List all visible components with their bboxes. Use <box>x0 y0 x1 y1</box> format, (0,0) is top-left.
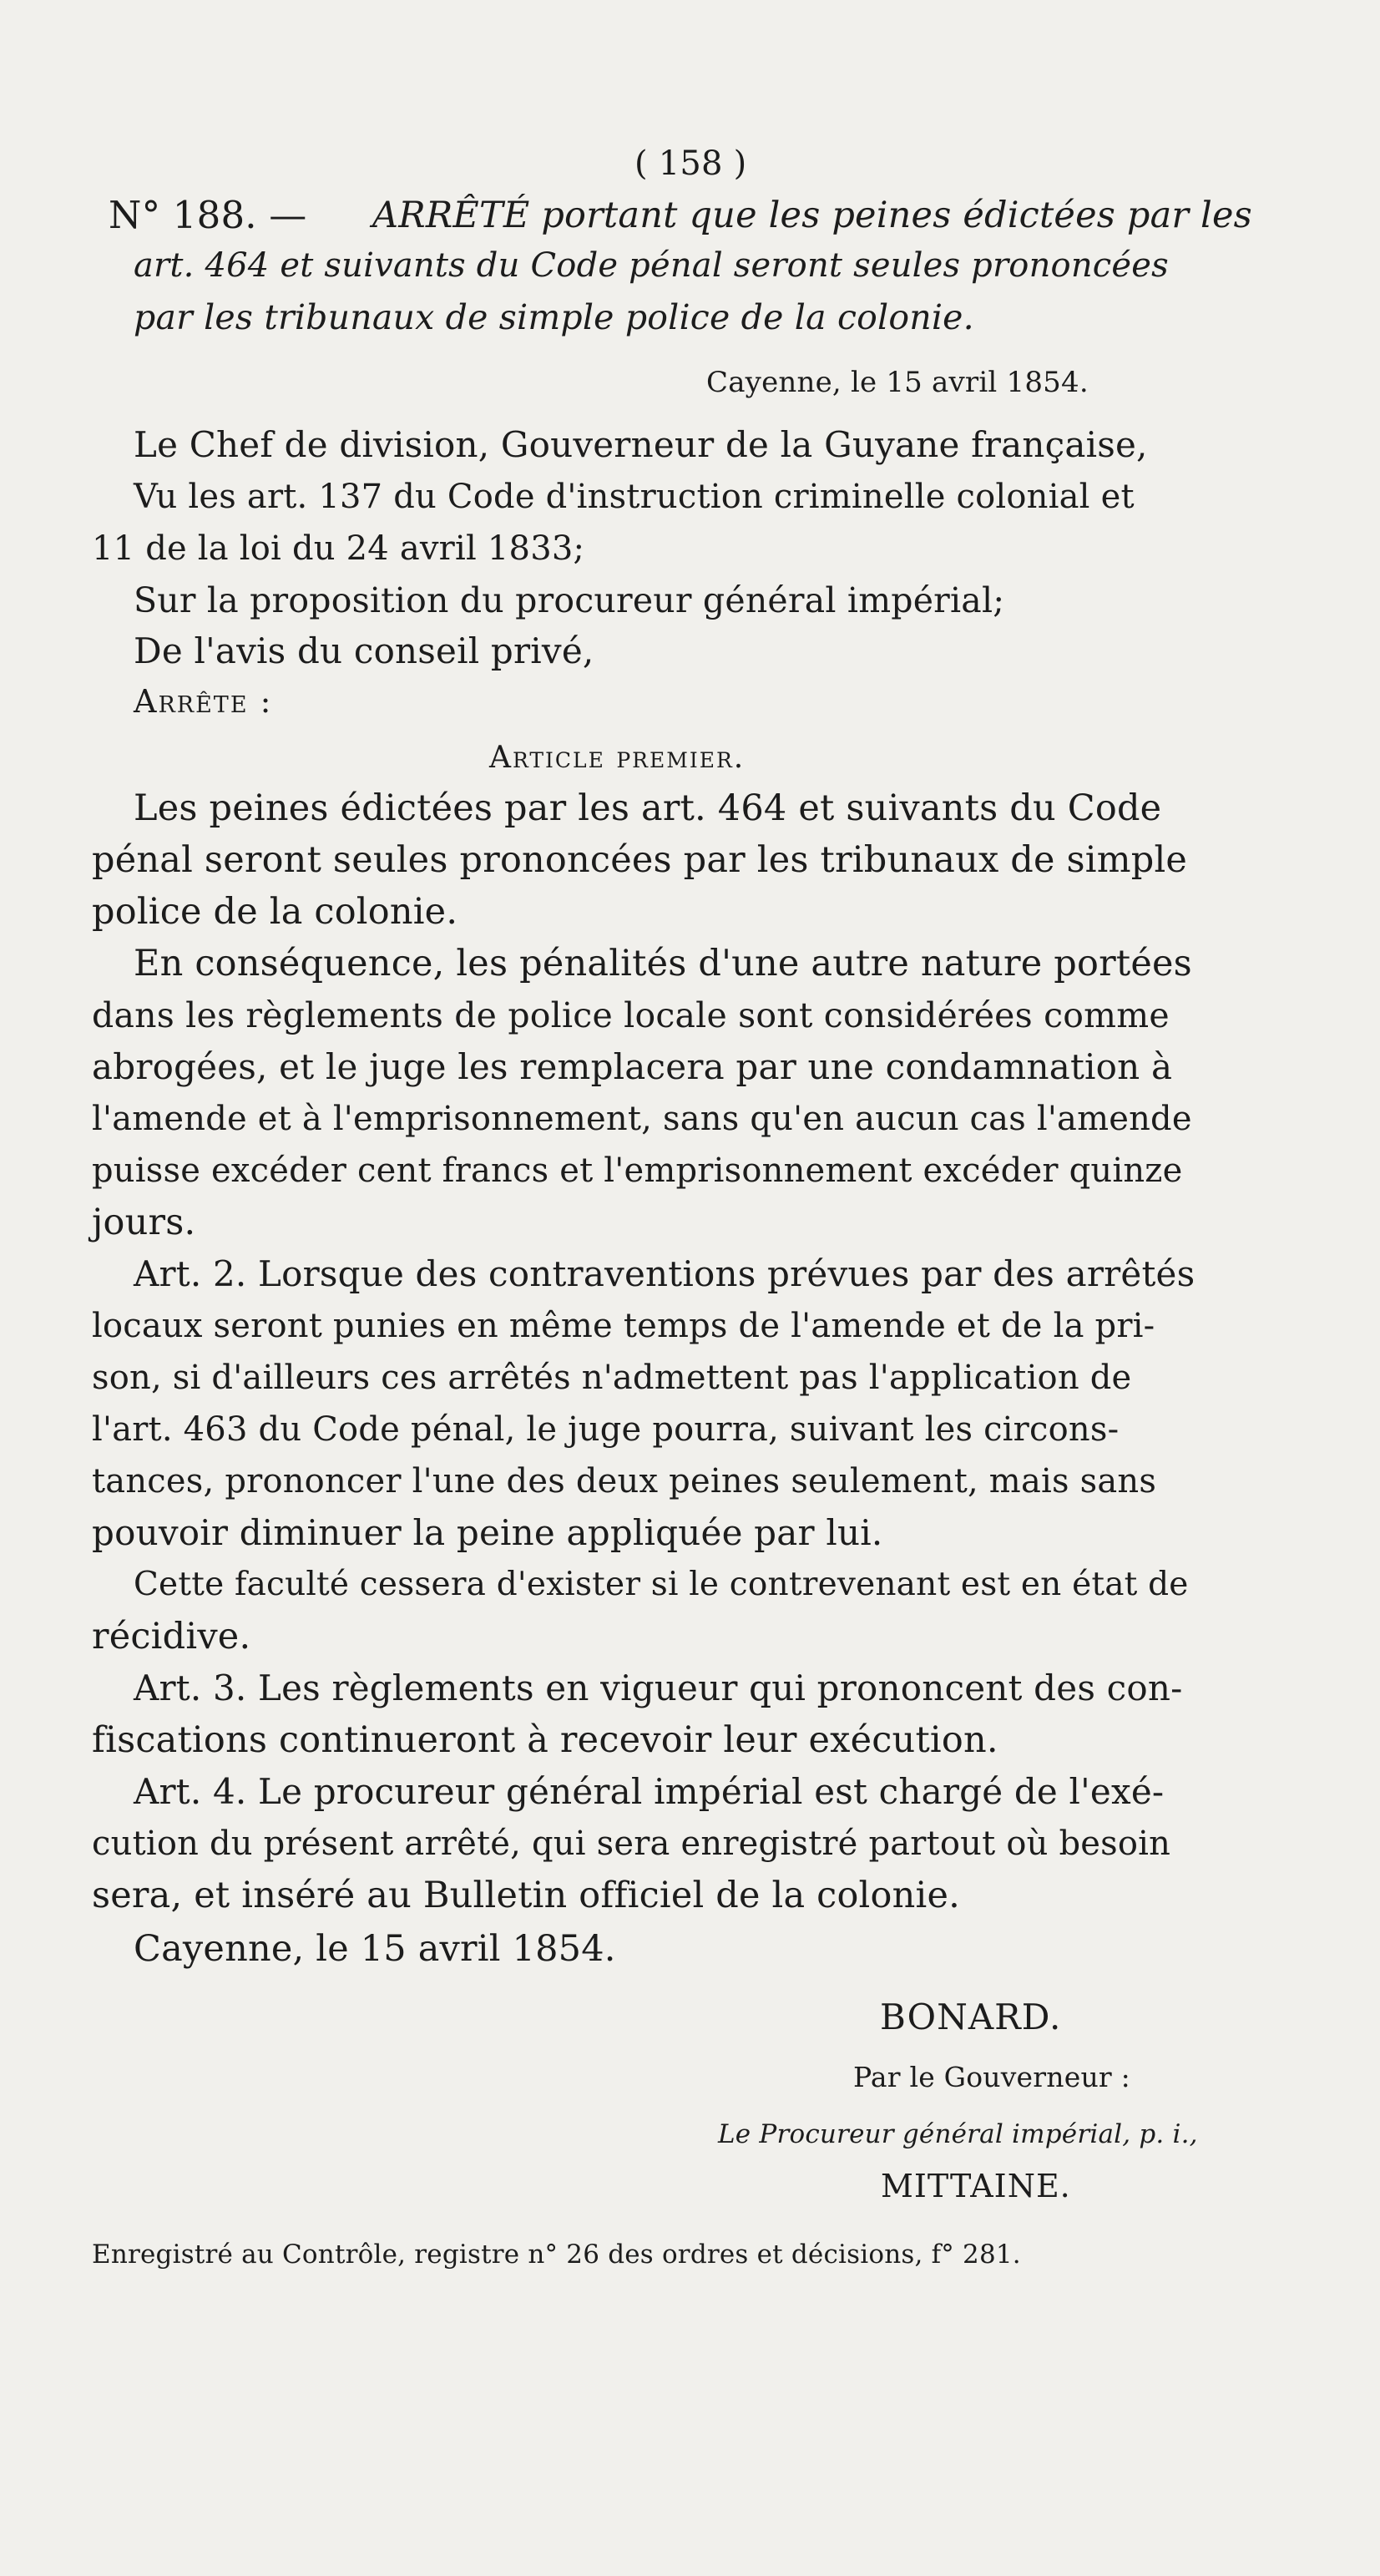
arrete-line: Arrête : <box>134 683 273 720</box>
dateline: Cayenne, le 15 avril 1854. <box>706 366 1089 399</box>
issuer-text: Le Chef de division, Gouverneur de la Guyane française, <box>134 424 1148 465</box>
article-1-p2-line-4: l'amende et à l'emprisonnement, sans qu'en aucun cas l'amende <box>92 1100 1192 1138</box>
article-1-p2-line-5: puisse excéder cent francs et l'emprisonnement excéder quinze <box>92 1151 1183 1190</box>
signature: BONARD. <box>880 1997 1062 2037</box>
article-1-p1-line-1: Les peines édictées par les art. 464 et suivants du Code <box>134 787 1162 829</box>
decree-title-line-2: art. 464 et suivants du Code pénal seront seules prononcées <box>134 246 1169 285</box>
article-1-p2-line-3: abrogées, et le juge les remplacera par une condamnation à <box>92 1046 1173 1087</box>
decree-title-line-3: par les tribunaux de simple police de la colonie. <box>134 297 974 337</box>
vu-line-2: 11 de la loi du 24 avril 1833; <box>92 529 585 568</box>
article-3-line-2: fiscations continueront à recevoir leur exécution. <box>92 1719 998 1761</box>
article-2-p1-line-4: l'art. 463 du Code pénal, le juge pourra, suivant les circons- <box>92 1410 1120 1449</box>
countersignature: MITTAINE. <box>881 2168 1071 2204</box>
article-1-p1-line-3: police de la colonie. <box>92 891 458 933</box>
registration-note: Enregistré au Contrôle, registre n° 26 des ordres et décisions, f° 281. <box>92 2239 1021 2270</box>
proposition-line: Sur la proposition du procureur général impérial; <box>134 580 1005 620</box>
article-4-line-1: Art. 4. Le procureur général impérial est chargé de l'exé- <box>134 1771 1165 1812</box>
article-2-p1-line-5: tances, prononcer l'une des deux peines seulement, mais sans <box>92 1462 1157 1501</box>
article-1-p2-line-1: En conséquence, les pénalités d'une autre nature portées <box>134 943 1192 984</box>
article-4-line-2: cution du présent arrêté, qui sera enregistré partout où besoin <box>92 1824 1171 1863</box>
vu-line-1: Vu les art. 137 du Code d'instruction criminelle colonial et <box>134 478 1135 516</box>
article-2-p1-line-1: Art. 2. Lorsque des contraventions prévues par des arrêtés <box>134 1253 1195 1294</box>
decree-title-line-1: ARRÊTÉ portant que les peines édictées par les <box>372 195 1252 236</box>
article-4-line-3: sera, et inséré au Bulletin officiel de la colonie. <box>92 1875 960 1916</box>
article-2-p2-line-2: récidive. <box>92 1616 251 1657</box>
article-2-p1-line-2: locaux seront punies en même temps de l'amende et de la pri- <box>92 1307 1155 1345</box>
article-1-heading: Article premier. <box>489 741 746 775</box>
article-2-p1-line-6: pouvoir diminuer la peine appliquée par lui. <box>92 1512 883 1553</box>
article-1-p2-line-6: jours. <box>92 1202 196 1243</box>
decree-number: N° 188. — <box>109 193 307 237</box>
avis-line: De l'avis du conseil privé, <box>134 630 594 671</box>
article-3-line-1: Art. 3. Les règlements en vigueur qui prononcent des con- <box>134 1668 1183 1708</box>
par-le-gouverneur: Par le Gouverneur : <box>853 2061 1130 2093</box>
procureur-role: Le Procureur général impérial, p. i., <box>718 2119 1198 2149</box>
closing-dateline: Cayenne, le 15 avril 1854. <box>134 1928 616 1970</box>
page-number: ( 158 ) <box>634 144 747 183</box>
issuer <box>134 422 1148 468</box>
article-2-p1-line-3: son, si d'ailleurs ces arrêtés n'admettent pas l'application de <box>92 1359 1132 1397</box>
article-1-p1-line-2: pénal seront seules prononcées par les tribunaux de simple <box>92 839 1188 881</box>
article-2-p2-line-1: Cette faculté cessera d'exister si le contrevenant est en état de <box>134 1566 1189 1603</box>
article-1-p2-line-2: dans les règlements de police locale sont considérées comme <box>92 995 1170 1035</box>
